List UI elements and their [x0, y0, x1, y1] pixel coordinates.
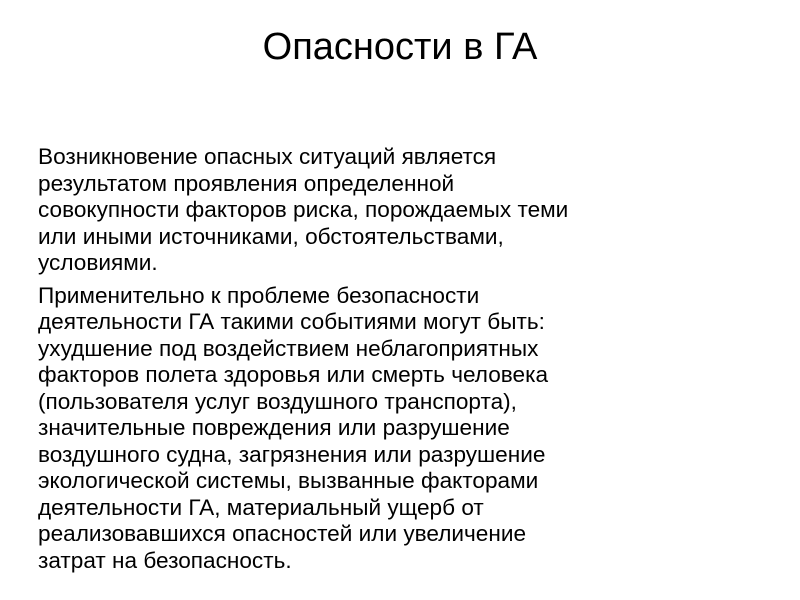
paragraph-line: факторов полета здоровья или смерть человека [38, 362, 549, 387]
paragraph-hazard-origin [38, 144, 743, 277]
paragraph-line: значительные повреждения или разрушение [38, 415, 510, 440]
slide-title: Опасности в ГА [262, 26, 538, 68]
paragraph-safety-events [38, 283, 743, 575]
paragraph-line: ухудшение под воздействием неблагоприятных [38, 335, 539, 361]
paragraph-line: или иными источниками, обстоятельствами, [38, 223, 504, 249]
paragraph-line: затрат на безопасность. [38, 547, 292, 573]
paragraph-line: воздушного судна, загрязнения или разрушение [38, 441, 546, 467]
paragraph-line: Возникновение опасных ситуаций является [38, 144, 497, 169]
slide-body [38, 144, 743, 580]
paragraph-line: экологической системы, вызванные факторами [38, 468, 539, 493]
paragraph-line: реализовавшихся опасностей или увеличение [38, 521, 527, 546]
paragraph-line: деятельности ГА такими событиями могут быть: [38, 309, 545, 334]
paragraph-line: (пользователя услуг воздушного транспорта), [38, 388, 517, 414]
paragraph-line: результатом проявления определенной [38, 170, 455, 196]
paragraph-line: условиями. [38, 250, 158, 275]
paragraph-line: совокупности факторов риска, порождаемых теми [38, 197, 569, 222]
paragraph-line: деятельности ГА, материальный ущерб от [38, 494, 484, 520]
paragraph-line: Применительно к проблеме безопасности [38, 282, 480, 308]
